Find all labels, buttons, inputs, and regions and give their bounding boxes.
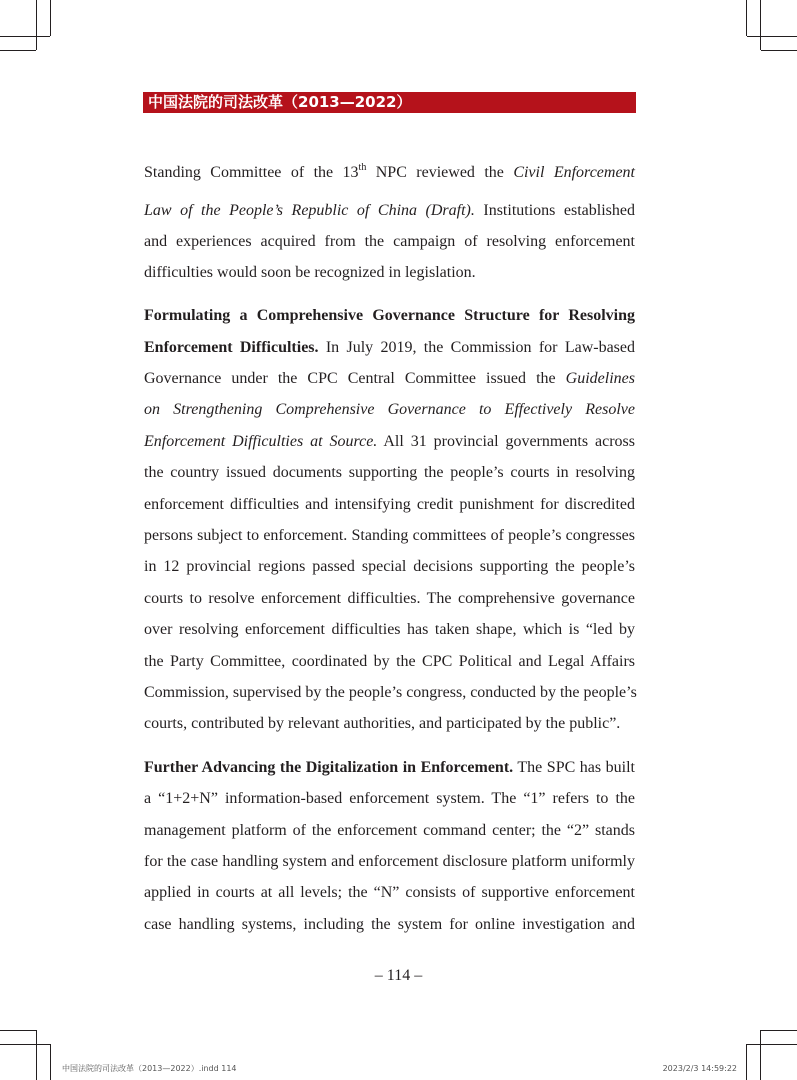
crop-mark <box>0 1030 36 1031</box>
crop-mark <box>0 36 50 37</box>
crop-mark <box>50 1044 51 1080</box>
crop-mark <box>760 0 761 50</box>
text-line: enforcement difficulties and intensifying credit punishment for discredited <box>144 496 635 513</box>
crop-mark <box>747 36 797 37</box>
section-heading: Formulating a Comprehensive Governance Structure for Resolving <box>144 307 635 324</box>
text-line: on Strengthening Comprehensive Governance to Effectively Resolve <box>144 401 635 418</box>
text-line: over resolving enforcement difficulties has taken shape, which is “led by <box>144 621 635 638</box>
text-line: Enforcement Difficulties. In July 2019, the Commission for Law-based <box>144 339 636 356</box>
text-line: Standing Committee of the 13th NPC reviewed the Civil Enforcement <box>144 162 635 181</box>
footer-file-name: 中国法院的司法改革（2013—2022）.indd 114 <box>62 1064 237 1073</box>
text-line: management platform of the enforcement command center; the “2” stands <box>144 822 635 839</box>
page-number: – 114 – <box>374 967 423 984</box>
text-line: Enforcement Difficulties at Source. All 31 provincial governments across <box>144 433 635 450</box>
crop-mark <box>36 1030 37 1080</box>
text-line: case handling systems, including the system for online investigation and <box>144 916 635 933</box>
running-header-bar <box>143 92 636 113</box>
text-line: the Party Committee, coordinated by the CPC Political and Legal Affairs <box>144 653 635 670</box>
crop-mark <box>0 50 36 51</box>
text-line: for the case handling system and enforcement disclosure platform uniformly <box>144 853 635 870</box>
text-line: difficulties would soon be recognized in legislation. <box>144 264 476 281</box>
text-line: Law of the People’s Republic of China (Draft). Institutions established <box>144 202 635 219</box>
crop-mark <box>50 0 51 36</box>
text-line: courts to resolve enforcement difficulties. The comprehensive governance <box>144 590 635 607</box>
crop-mark <box>747 1044 797 1045</box>
text-line: in 12 provincial regions passed special decisions supporting the people’s <box>144 558 635 575</box>
text-line: a “1+2+N” information-based enforcement system. The “1” refers to the <box>144 790 635 807</box>
text-line: the country issued documents supporting the people’s courts in resolving <box>144 464 635 481</box>
text-line: Commission, supervised by the people’s congress, conducted by the people’s <box>144 684 637 701</box>
text-line: and experiences acquired from the campaign of resolving enforcement <box>144 233 635 250</box>
crop-mark <box>760 1030 761 1080</box>
crop-mark <box>0 1044 50 1045</box>
text-line: Further Advancing the Digitalization in Enforcement. The SPC has built <box>144 759 635 776</box>
footer-timestamp: 2023/2/3 14:59:22 <box>662 1064 737 1073</box>
crop-mark <box>746 0 747 36</box>
text-line: applied in courts at all levels; the “N” consists of supportive enforcement <box>144 884 635 901</box>
running-header-title: 中国法院的司法改革（2013—2022） <box>148 93 412 111</box>
crop-mark <box>761 50 797 51</box>
text-line: courts, contributed by relevant authorities, and participated by the public”. <box>144 715 621 732</box>
crop-mark <box>746 1044 747 1080</box>
text-line: persons subject to enforcement. Standing committees of people’s congresses <box>144 527 635 544</box>
text-line: Governance under the CPC Central Committee issued the Guidelines <box>144 370 635 387</box>
crop-mark <box>761 1030 797 1031</box>
crop-mark <box>36 0 37 50</box>
